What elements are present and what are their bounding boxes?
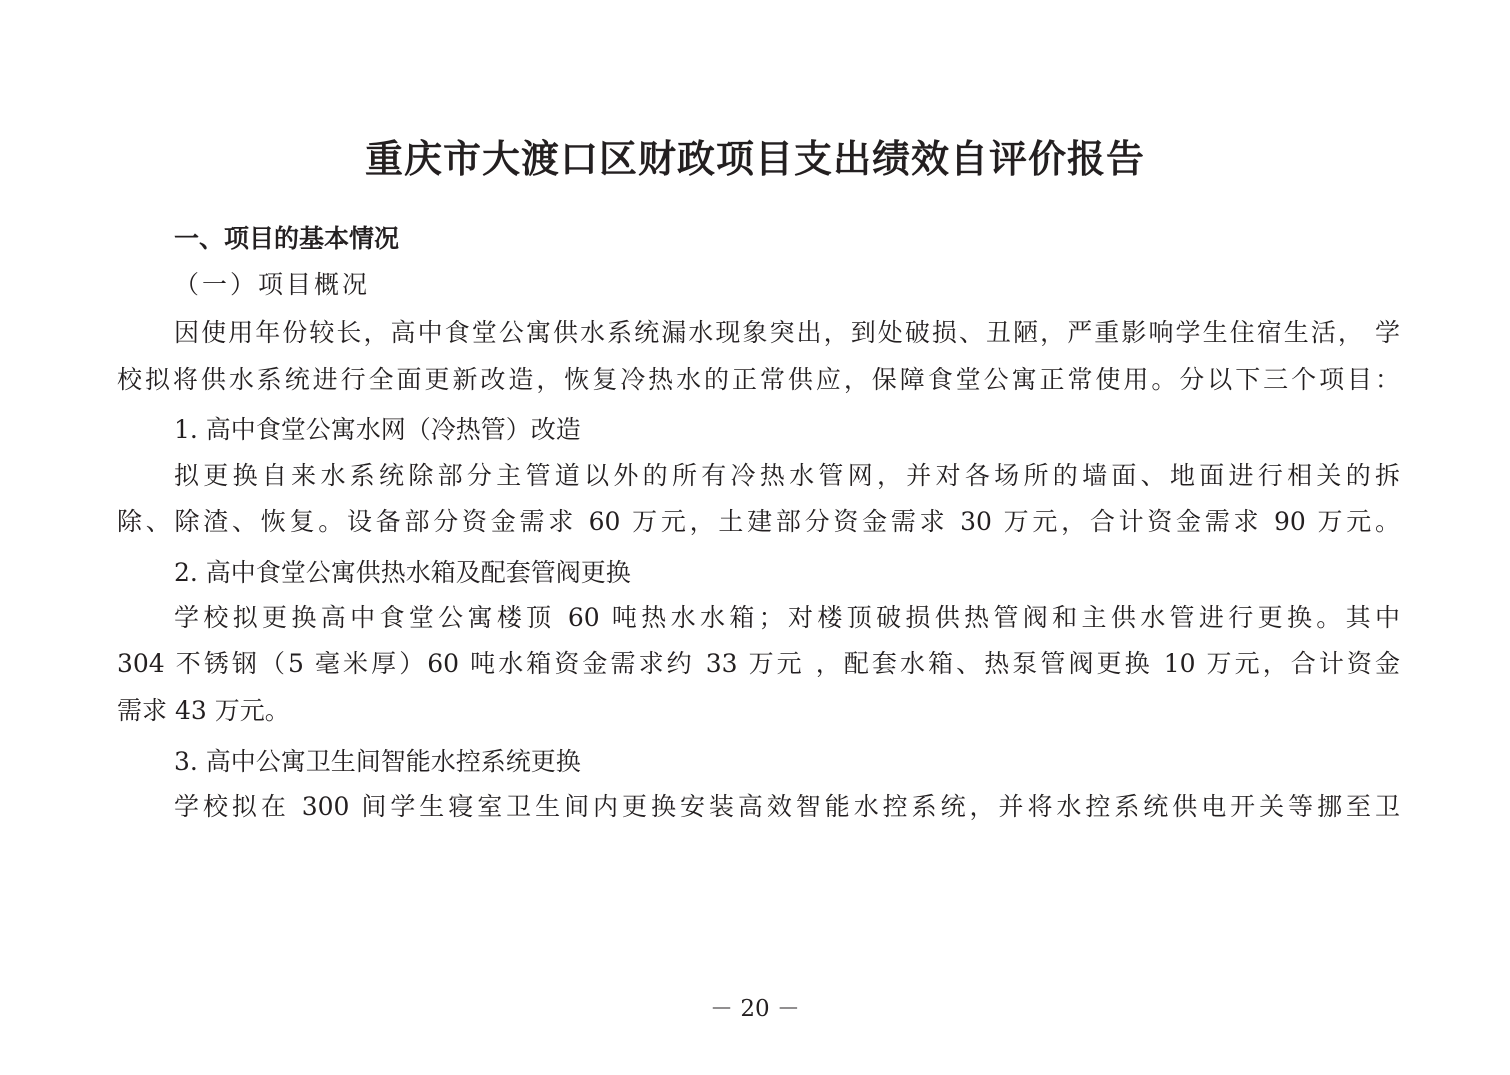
item-heading: 3. 高中公寓卫生间智能水控系统更换	[174, 747, 581, 776]
paragraph-line: 除、除渣、恢复。设备部分资金需求 60 万元，土建部分资金需求 30 万元，合计资金需求 90 万元。	[117, 507, 1400, 536]
page-number: － 20 －	[710, 996, 800, 1022]
section-heading: 一、项目的基本情况	[174, 224, 400, 253]
paragraph-line: 因使用年份较长，高中食堂公寓供水系统漏水现象突出，到处破损、丑陋，严重影响学生住宿生活， 学	[174, 318, 1400, 347]
report-title: 重庆市大渡口区财政项目支出绩效自评价报告	[364, 136, 1145, 181]
paragraph-line: 学校拟在 300 间学生寝室卫生间内更换安装高效智能水控系统，并将水控系统供电开关等挪至卫	[174, 792, 1400, 821]
paragraph-line: 304 不锈钢（5 毫米厚）60 吨水箱资金需求约 33 万元 ，配套水箱、热泵管阀更换 10 万元，合计资金	[117, 649, 1400, 678]
subsection-heading: （一）项目概况	[174, 270, 371, 299]
paragraph-line: 学校拟更换高中食堂公寓楼顶 60 吨热水水箱；对楼顶破损供热管阀和主供水管进行更换。其中	[174, 603, 1400, 632]
paragraph-line: 拟更换自来水系统除部分主管道以外的所有冷热水管网，并对各场所的墙面、地面进行相关的拆	[174, 461, 1400, 490]
item-heading: 1. 高中食堂公寓水网（冷热管）改造	[174, 415, 581, 444]
item-heading: 2. 高中食堂公寓供热水箱及配套管阀更换	[174, 558, 631, 587]
paragraph-line: 校拟将供水系统进行全面更新改造，恢复冷热水的正常供应，保障食堂公寓正常使用。分以下三个项目：	[117, 365, 1400, 394]
paragraph-line: 需求 43 万元。	[117, 696, 290, 725]
